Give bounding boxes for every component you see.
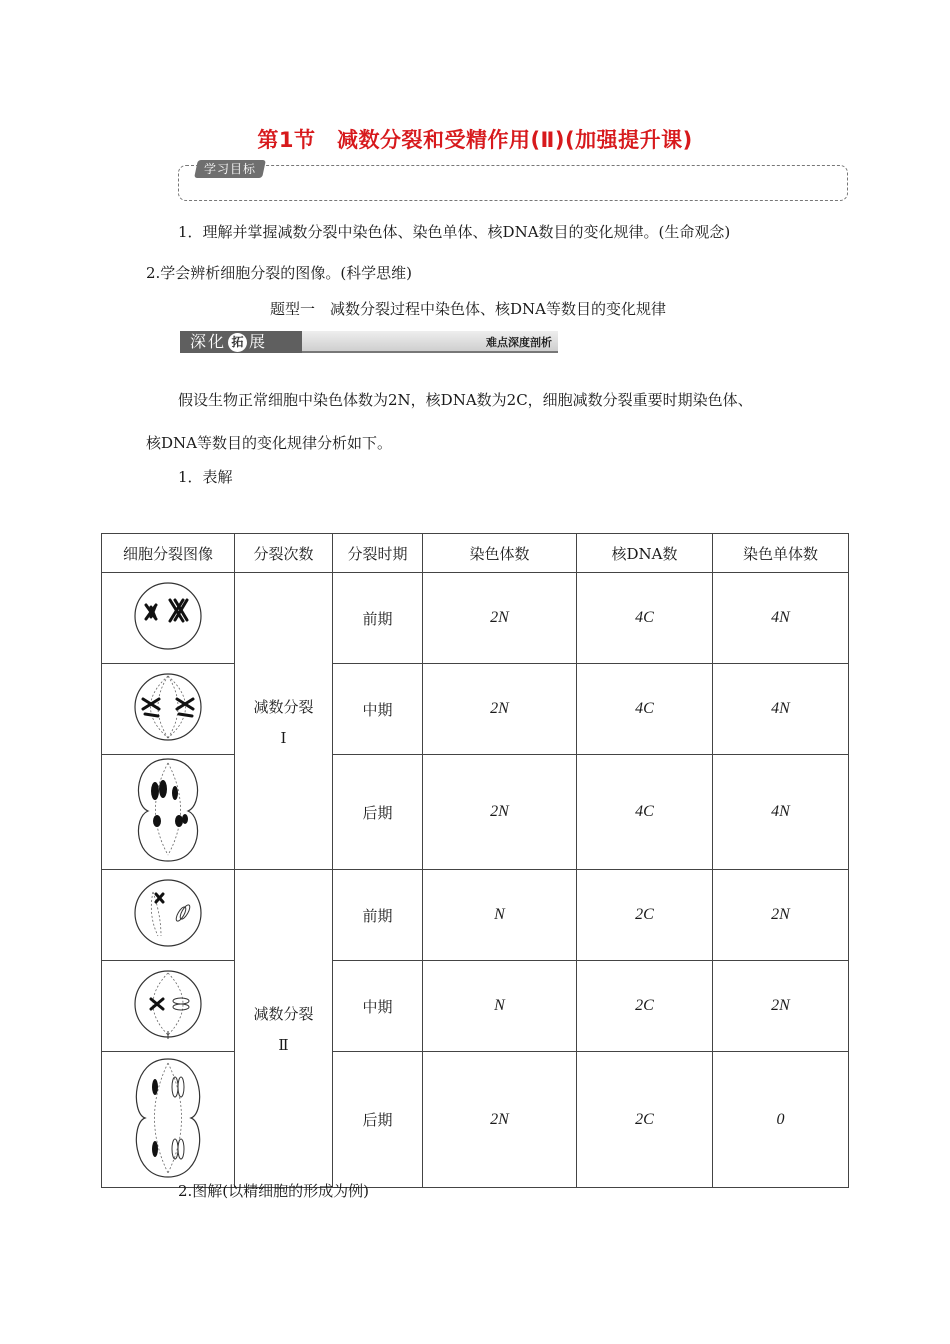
cell-image-icon [103,664,233,750]
table-header-row [102,534,849,573]
ext-label-b: 展 [249,332,268,351]
table-row [102,664,849,755]
goal-2: 2.学会辨析细胞分裂的图像。(科学思维) [146,264,413,282]
dna-count-cell: 2C [577,1052,713,1188]
phase-cell: 后期 [333,755,423,870]
chromosome-count-cell: 2N [423,755,577,870]
table-row [102,1052,849,1188]
subheading-table: 1．表解 [178,468,233,486]
header-cell: 分裂次数 [235,534,333,573]
header-cell: 细胞分裂图像 [102,534,235,573]
goal-1: 1．理解并掌握减数分裂中染色体、染色单体、核DNA数目的变化规律。(生命观念) [178,223,731,241]
cell-image-icon [103,870,233,956]
intro-line-1: 假设生物正常细胞中染色体数为2N，核DNA数为2C，细胞减数分裂重要时期染色体、 [178,391,753,409]
learning-goals-tag [194,160,266,178]
table-row [102,573,849,664]
chromosome-count-cell: N [423,870,577,961]
learning-goals-tag-text: 学习目标 [204,162,257,176]
header-cell: 核DNA数 [577,534,713,573]
extension-bar-label [180,331,302,353]
division-1-cell [235,573,333,870]
extension-bar [302,331,558,353]
table-row [102,870,849,961]
chromosome-count-cell: 2N [423,664,577,755]
page-title: 第1节 减数分裂和受精作用(Ⅱ)(加强提升课) [257,128,693,152]
cell-diagram-m1-anaphase [102,755,235,870]
meiosis-table [101,533,849,1188]
dna-count-cell: 4C [577,573,713,664]
table-row [102,961,849,1052]
cell-diagram-m2-metaphase [102,961,235,1052]
header-cell: 染色体数 [423,534,577,573]
dna-count-cell: 4C [577,664,713,755]
division-1-label: 减数分裂 [253,697,314,716]
division-1-numeral: Ⅰ [280,728,287,747]
phase-cell: 中期 [333,664,423,755]
intro-line-2: 核DNA等数目的变化规律分析如下。 [146,434,392,452]
header-cell: 染色单体数 [713,534,849,573]
section-heading: 题型一 减数分裂过程中染色体、核DNA等数目的变化规律 [270,300,666,318]
phase-cell: 前期 [333,870,423,961]
phase-cell: 前期 [333,573,423,664]
ext-label-circle: 拓 [228,333,247,352]
dna-count-cell: 4C [577,755,713,870]
cell-image-icon [103,755,233,865]
cell-image-icon [103,1053,233,1183]
cell-image-icon [103,961,233,1047]
dna-count-cell: 2C [577,961,713,1052]
chromatid-count-cell: 0 [713,1052,849,1188]
chromatid-count-cell: 4N [713,664,849,755]
header-cell: 分裂时期 [333,534,423,573]
division-2-label: 减数分裂 [253,1005,314,1023]
subheading-diagram: 2.图解(以精细胞的形成为例) [178,1182,370,1200]
table-row [102,755,849,870]
cell-diagram-m1-metaphase [102,664,235,755]
ext-label-a: 深化 [190,332,227,351]
extension-bar-subtitle: 难点深度剖析 [486,336,552,349]
phase-cell: 中期 [333,961,423,1052]
chromatid-count-cell: 4N [713,755,849,870]
chromosome-count-cell: N [423,961,577,1052]
cell-diagram-m1-prophase [102,573,235,664]
chromosome-count-cell: 2N [423,573,577,664]
division-2-numeral: Ⅱ [278,1036,289,1054]
learning-goals-box [178,165,848,201]
chromatid-count-cell: 2N [713,961,849,1052]
division-2-cell [235,870,333,1188]
chromatid-count-cell: 2N [713,870,849,961]
chromatid-count-cell: 4N [713,573,849,664]
phase-cell: 后期 [333,1052,423,1188]
chromosome-count-cell: 2N [423,1052,577,1188]
cell-diagram-m2-anaphase [102,1052,235,1188]
cell-diagram-m2-prophase [102,870,235,961]
cell-image-icon [103,573,233,659]
dna-count-cell: 2C [577,870,713,961]
